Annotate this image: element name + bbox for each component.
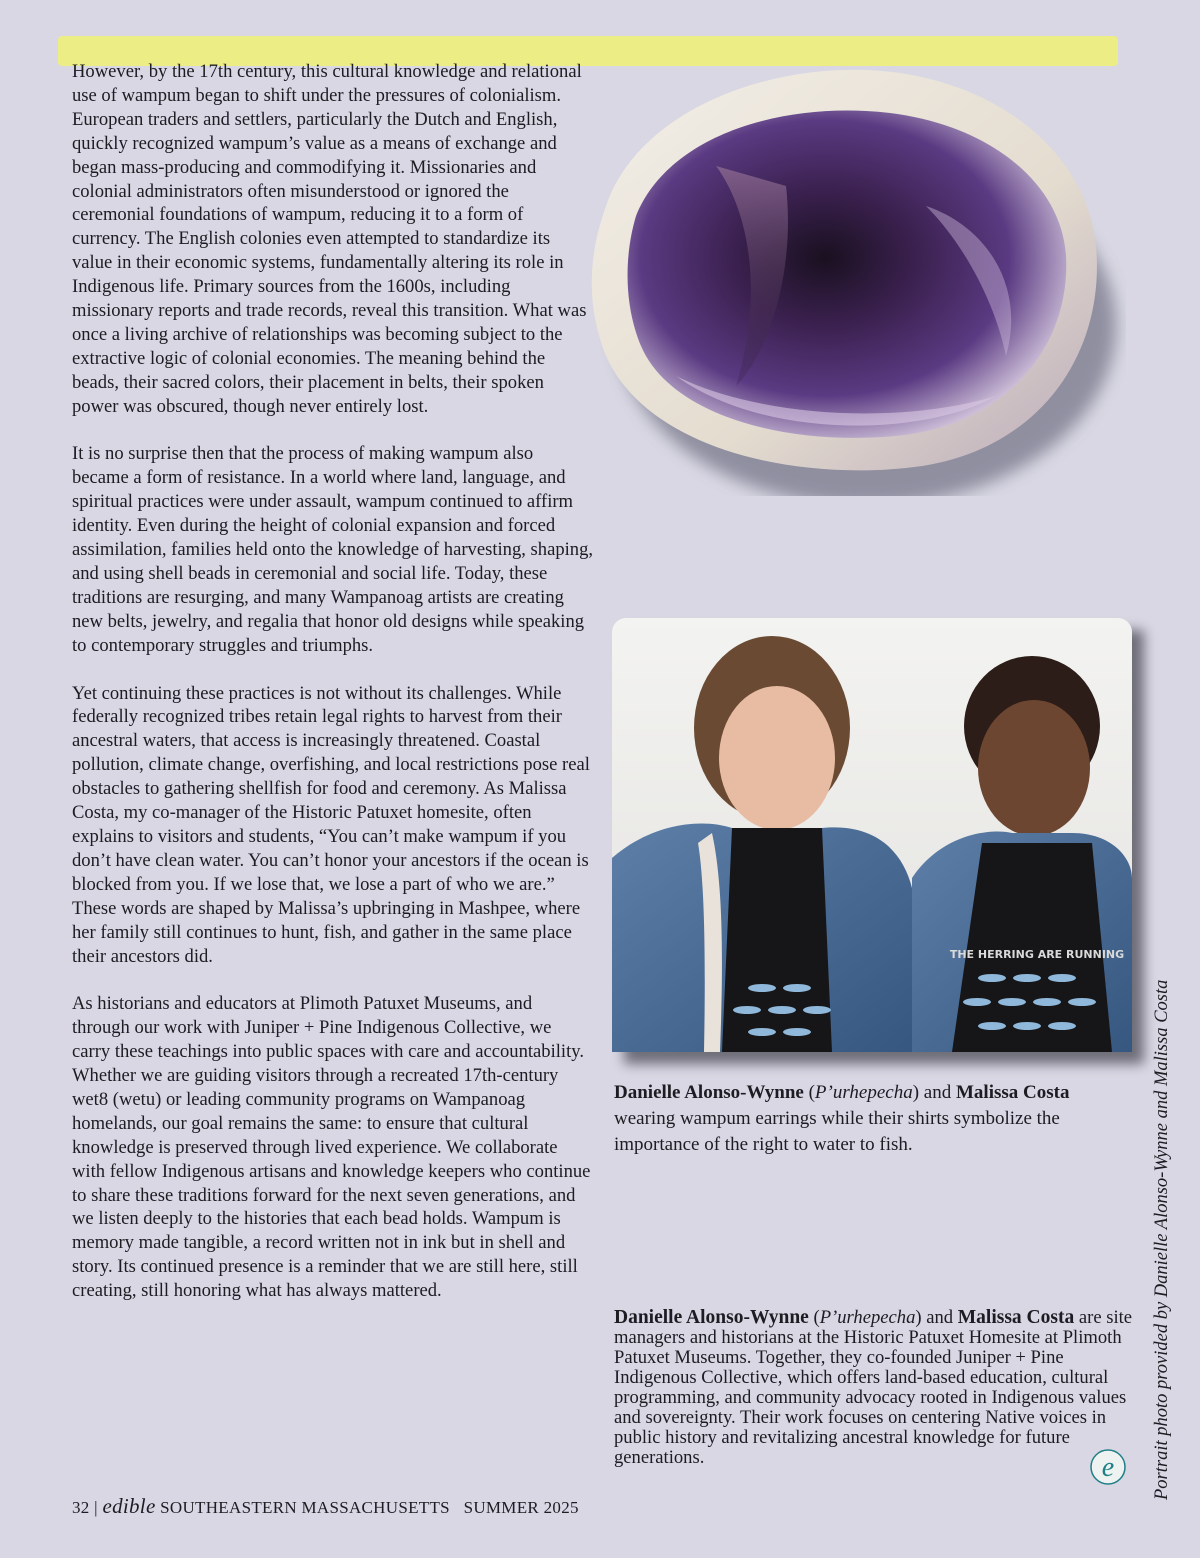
quahog-shell-image bbox=[566, 56, 1126, 496]
caption-name-1: Danielle Alonso-Wynne bbox=[614, 1082, 804, 1103]
caption-and: and bbox=[923, 1082, 952, 1103]
bio-name-1: Danielle Alonso-Wynne bbox=[614, 1307, 809, 1328]
portrait-photo bbox=[612, 618, 1142, 1058]
page-number: 32 bbox=[72, 1498, 90, 1517]
bio-name-2: Malissa Costa bbox=[957, 1307, 1075, 1328]
logo-letter: e bbox=[1101, 1452, 1115, 1483]
caption-text: wearing wampum earrings while their shirts symbolize the importance of the right to water to fish. bbox=[614, 1108, 1060, 1155]
bio-text: are site managers and historians at the Historic Patuxet Homesite at Plimoth Patuxet Museums. Together, they co-founded Juniper + Pine Indigenous Collective, which offers land-based education, cultural programming, and community advocacy rooted in Indigenous values and sovereignty. Their work focuses on centering Native voices in public history and revitalizing ancestral knowledge for future generations. bbox=[614, 1307, 1133, 1468]
bio-nation-1: P’urhepecha bbox=[819, 1307, 916, 1328]
magazine-brand: edible bbox=[102, 1494, 156, 1518]
caption-nation-1: P’urhepecha bbox=[814, 1082, 913, 1103]
body-paragraph-3: Yet continuing these practices is not without its challenges. While federally recognized tribes retain legal rights to harvest from their ancestral waters, that access is increasingly threatened. Coastal pollution, climate change, overfishing, and local restrictions pose real obstacles to gathering shellfish for food and ceremony. As Malissa Costa, my co-manager of the Historic Patuxet homesite, often explains to visitors and students, “You can’t make wampum if you don’t have clean water. You can’t honor your ancestors if the ocean is blocked from you. If we lose that, we lose a part of who we are.” These words are shaped by Malissa’s upbringing in Mashpee, where her family still continues to hunt, fish, and gather in the same place their ancestors did. bbox=[72, 682, 590, 967]
issue-date: SUMMER 2025 bbox=[463, 1498, 579, 1517]
page-footer bbox=[72, 1494, 579, 1519]
magazine-region: SOUTHEASTERN MASSACHUSETTS bbox=[160, 1498, 450, 1517]
bio-and: and bbox=[926, 1307, 954, 1328]
photo-caption: Danielle Alonso-Wynne (P’urhepecha) and Malissa Costa wearing wampum earrings while their shirts symbolize the importance of the right to water to fish. bbox=[614, 1082, 1070, 1155]
shirt-text: THE HERRING ARE RUNNING bbox=[949, 948, 1125, 961]
body-paragraph-1: However, by the 17th century, this cultural knowledge and relational use of wampum began to shift under the pressures of colonialism. European traders and settlers, particularly the Dutch and English, quickly recognized wampum’s value as a means of exchange and began mass-producing and commodifying it. Missionaries and colonial administrators often misunderstood or ignored the ceremonial foundations of wampum, reducing it to a form of currency. The English colonies even attempted to standardize its value in their economic systems, fundamentally altering its role in Indigenous life. Primary sources from the 1600s, including missionary reports and trade records, reveal this transition. What was once a living archive of relationships was becoming subject to the extractive logic of colonial economies. The meaning behind the beads, their sacred colors, their placement in belts, their spoken power was obscured, though never entirely lost. bbox=[72, 61, 587, 417]
article-body bbox=[72, 60, 594, 1327]
footer-separator: | bbox=[94, 1498, 98, 1517]
caption-name-2: Malissa Costa bbox=[955, 1082, 1070, 1103]
body-paragraph-2: It is no surprise then that the process of making wampum also became a form of resistance. In a world where land, language, and spiritual practices were under assault, wampum continued to affirm identity. Even during the height of colonial expansion and forced assimilation, families held onto the knowledge of harvesting, shaping, and using shell beads in ceremonial and social life. Today, these traditions are resurging, and many Wampanoag artists are creating new belts, jewelry, and regalia that honor old designs while speaking to contemporary struggles and triumphs. bbox=[72, 443, 594, 656]
author-bio: Danielle Alonso-Wynne (P’urhepecha) and Malissa Costa are site managers and historians at the Historic Patuxet Homesite at Plimoth Patuxet Museums. Together, they co-founded Juniper + Pine Indigenous Collective, which offers land-based education, cultural programming, and community advocacy rooted in Indigenous values and sovereignty. Their work focuses on centering Native voices in public history and revitalizing ancestral knowledge for future generations. bbox=[614, 1307, 1133, 1468]
photo-credit: Portrait photo provided by Danielle Alonso-Wynne and Malissa Costa bbox=[1152, 979, 1172, 1500]
body-paragraph-4: As historians and educators at Plimoth Patuxet Museums, and through our work with Juniper + Pine Indigenous Collective, we carry these teachings into public spaces with care and accountability. Whether we are guiding visitors through a recreated 17th-century wet8 (wetu) or leading community programs on Wampanoag homelands, our goal remains the same: to ensure that cultural knowledge is preserved through lived experience. We collaborate with fellow Indigenous artisans and knowledge keepers who continue to share these traditions forward for the next seven generations, and we listen deeply to the histories that each bead holds. Wampum is memory made tangible, a record written not in ink but in shell and story. Its continued presence is a reminder that we are still here, still creating, still honoring what has always mattered. bbox=[72, 993, 591, 1302]
edible-logo-icon bbox=[1089, 1448, 1127, 1486]
